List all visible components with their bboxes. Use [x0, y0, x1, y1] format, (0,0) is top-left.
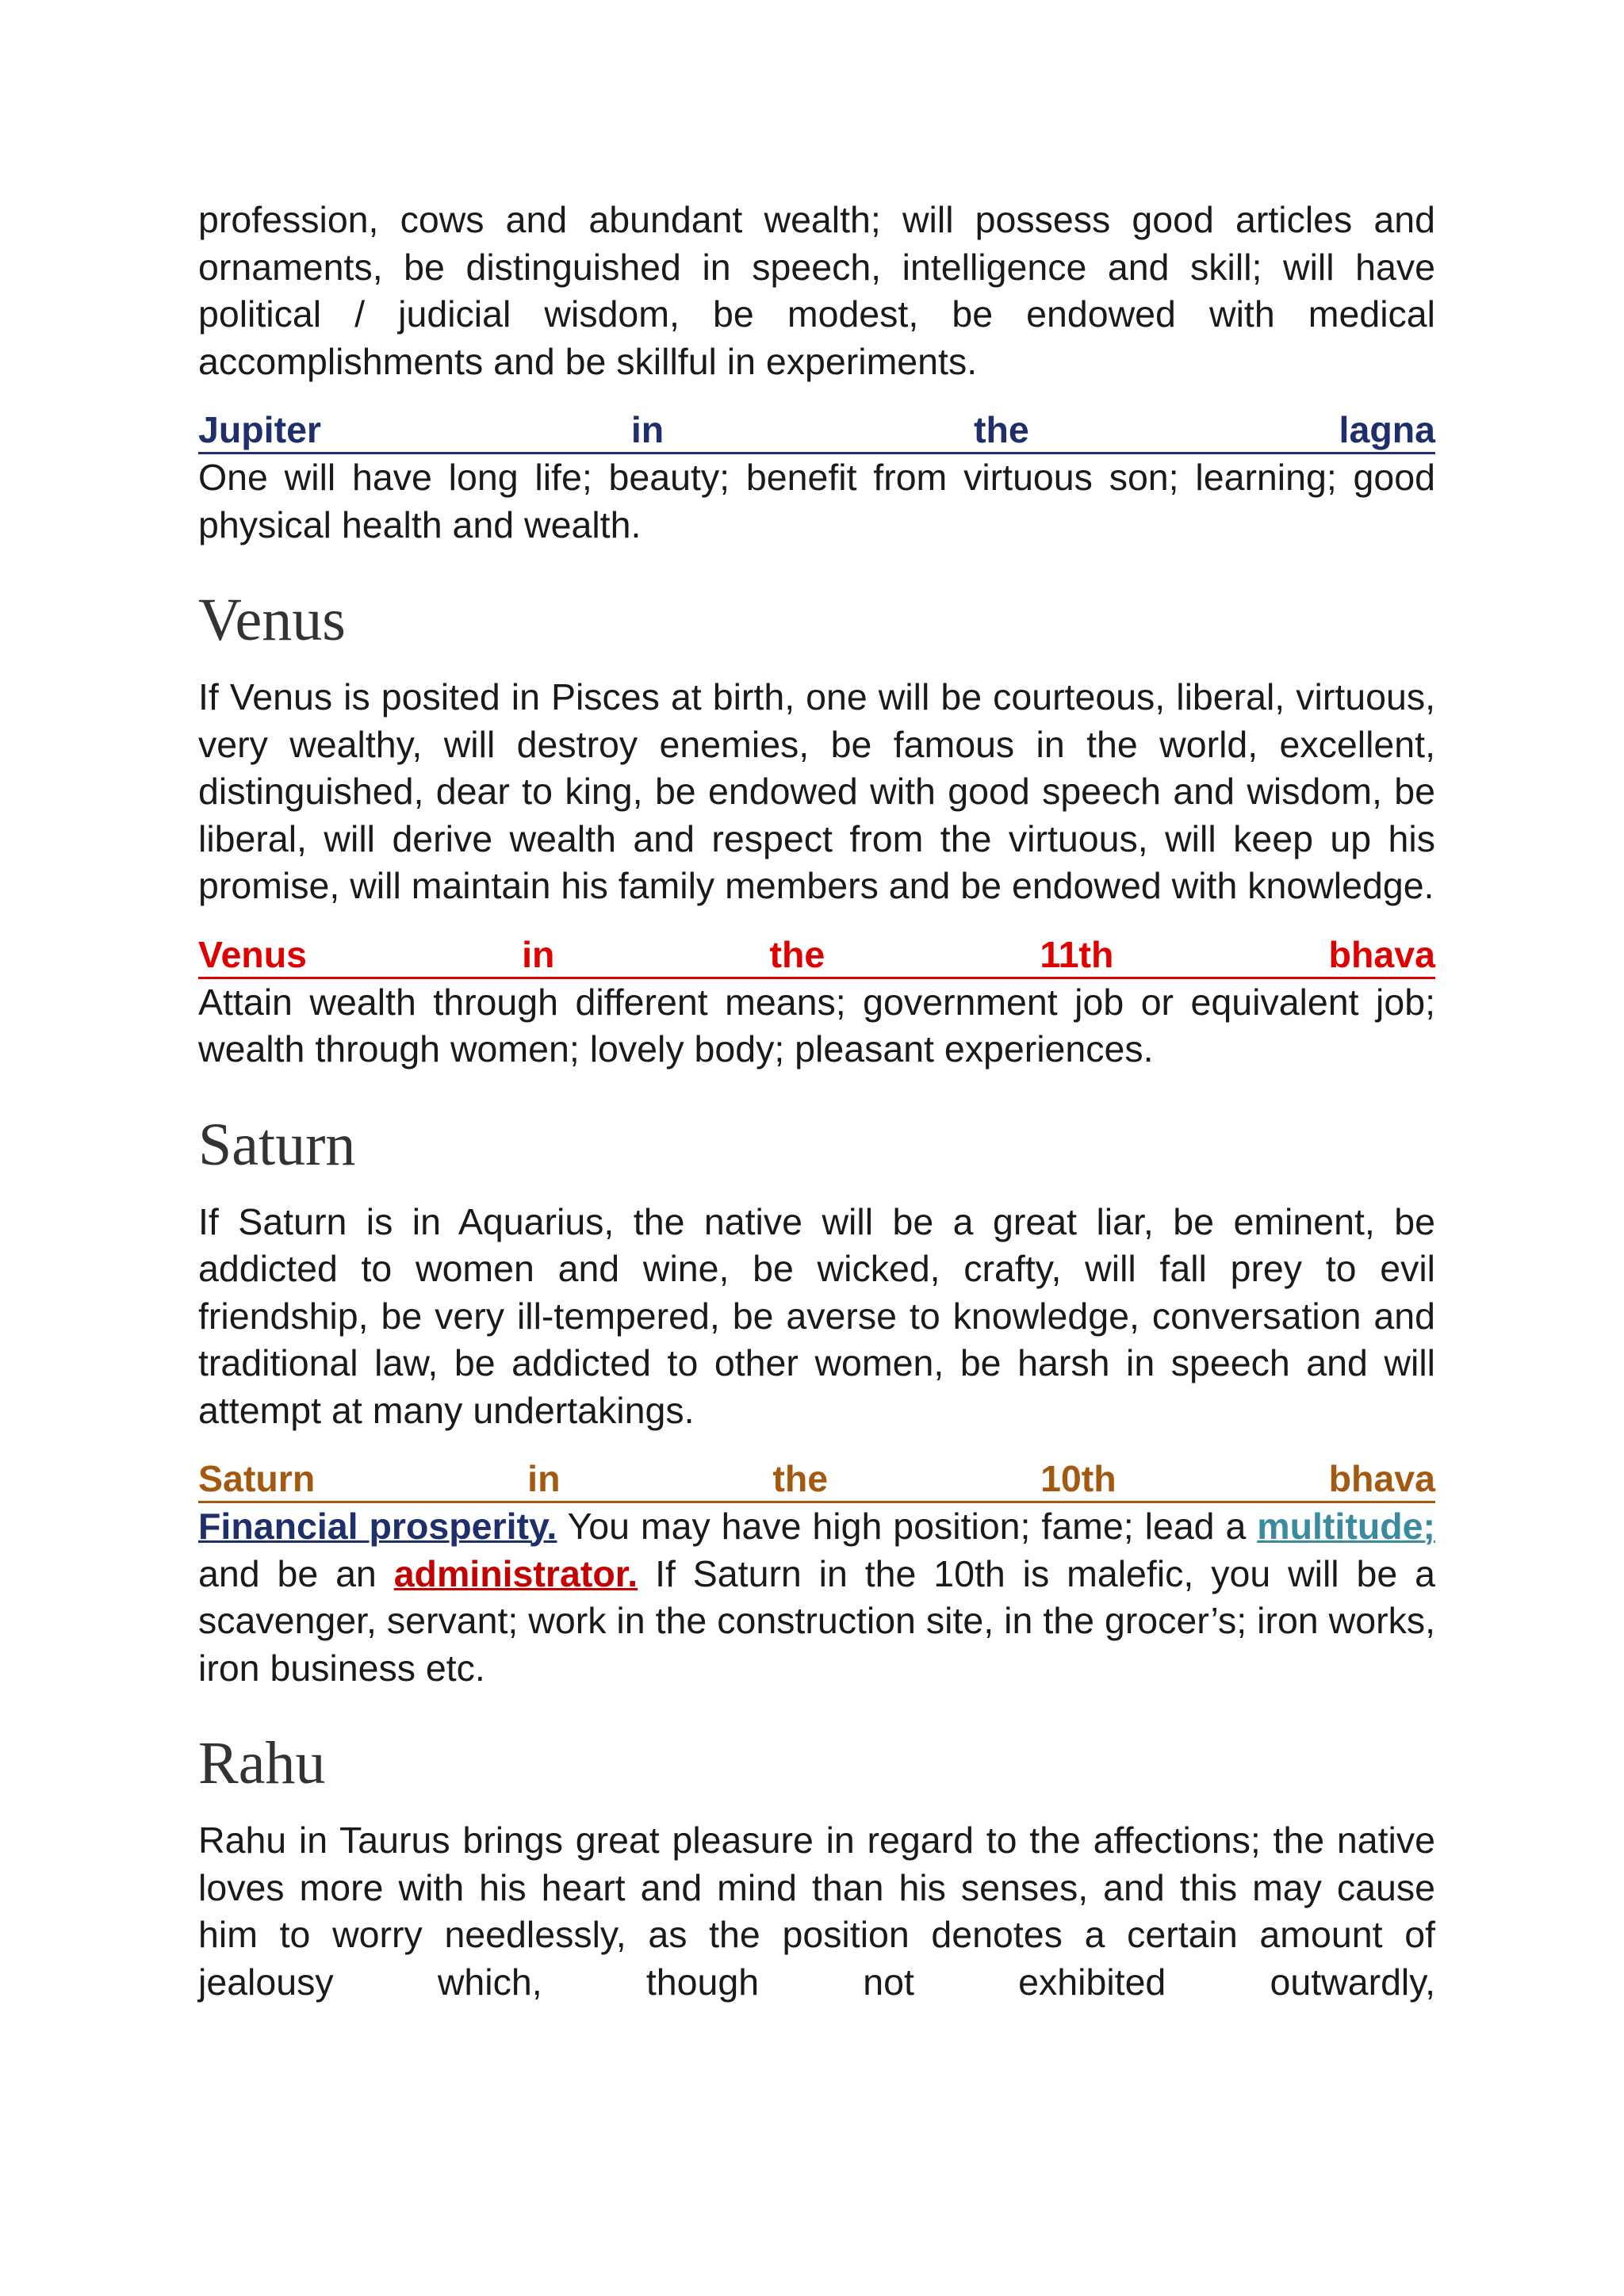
intro-paragraph: profession, cows and abundant wealth; will possess good articles and ornaments, be distinguished in speech, intelligence and skill; will have political / judicial wisdom, be modest, be endowed with medical accomplishments and be skillful in experiments.: [198, 199, 1435, 382]
financial-prosperity-link[interactable]: Financial prosperity.: [198, 1506, 557, 1547]
jupiter-subheading-word: the: [973, 409, 1029, 450]
jupiter-text: One will have long life; beauty; benefit from virtuous son; learning; good physical health and wealth.: [198, 457, 1435, 545]
venus-subheading-word: Venus: [198, 933, 307, 975]
saturn-text: [198, 1503, 1435, 1692]
saturn-text-fragment: You may have high position; fame; lead a: [557, 1506, 1258, 1547]
venus-subheading-word: bhava: [1328, 933, 1435, 975]
venus-subheading-word: 11th: [1040, 933, 1114, 975]
saturn-subheading-word: 10th: [1040, 1458, 1116, 1499]
saturn-text-fragment: and be an: [198, 1552, 394, 1594]
venus-subheading-word: in: [522, 933, 555, 975]
jupiter-subheading: [198, 408, 1435, 454]
venus-paragraph: If Venus is posited in Pisces at birth, one will be courteous, liberal, virtuous, very wealthy, will destroy enemies, be famous in the world, excellent, distinguished, dear to king, be endowed with good speech and wisdom, be liberal, will derive wealth and respect from the virtuous, will keep up his promise, will maintain his family members and be endowed with knowledge.: [198, 676, 1435, 906]
saturn-paragraph: If Saturn is in Aquarius, the native will be a great liar, be eminent, be addicted to women and wine, be wicked, crafty, will fall prey to evil friendship, be very ill-tempered, be averse to knowledge, conversation and traditional law, be addicted to other women, be harsh in speech and will attempt at many undertakings.: [198, 1200, 1435, 1431]
venus-text: Attain wealth through different means; government job or equivalent job; wealth through women; lovely body; pleasant experiences.: [198, 981, 1435, 1070]
jupiter-subheading-word: Jupiter: [198, 409, 322, 450]
venus-subheading-word: the: [769, 933, 825, 975]
venus-subheading: [198, 932, 1435, 979]
rahu-paragraph: Rahu in Taurus brings great pleasure in regard to the affections; the native loves more with his heart and mind than his senses, and this may cause him to worry needlessly, as the position denotes a certain amount of jealousy which, though not exhibited outwardly,: [198, 1820, 1435, 2003]
administrator-link[interactable]: administrator.: [393, 1552, 638, 1594]
saturn-text-fragment: If Saturn in the 10th is malefic, you will be a scavenger, servant; work in the construction site, in the grocer’s; iron works, iron business etc.: [198, 1552, 1435, 1689]
rahu-heading: Rahu: [198, 1730, 326, 1797]
document-page: [198, 197, 1435, 2006]
saturn-subheading-word: in: [527, 1458, 561, 1499]
jupiter-subheading-word: lagna: [1339, 409, 1435, 450]
jupiter-subheading-word: in: [630, 409, 665, 450]
saturn-subheading-word: Saturn: [198, 1458, 316, 1499]
multitude-link[interactable]: multitude;: [1257, 1506, 1435, 1547]
saturn-subheading-word: the: [772, 1458, 829, 1499]
saturn-heading: Saturn: [198, 1111, 356, 1178]
saturn-subheading: [198, 1456, 1435, 1503]
venus-heading: Venus: [198, 587, 346, 653]
saturn-subheading-word: bhava: [1328, 1458, 1435, 1499]
